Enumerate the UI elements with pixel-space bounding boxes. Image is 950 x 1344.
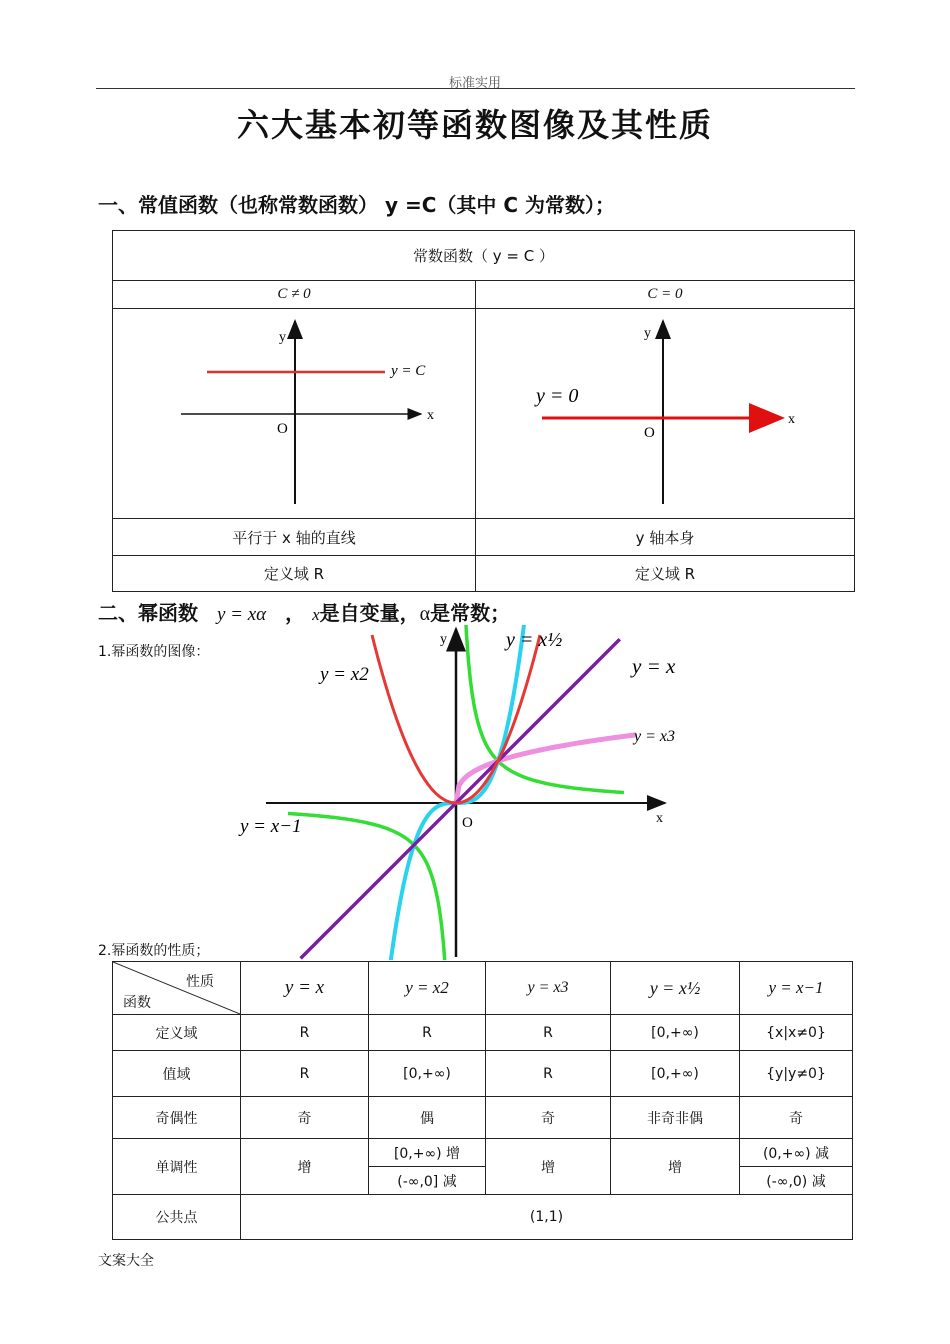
page-footer: 文案大全 bbox=[98, 1253, 154, 1269]
cell: 奇 bbox=[486, 1097, 611, 1139]
header-y-x-inv: y = x−1 bbox=[740, 962, 853, 1015]
corner-top-label: 性质 bbox=[186, 974, 214, 990]
constant-function-table bbox=[112, 230, 855, 592]
page-header: 标准实用 bbox=[448, 76, 501, 91]
graph-c-nonzero-cell bbox=[113, 309, 476, 519]
col-head-c-zero: C = 0 bbox=[476, 281, 855, 309]
x-label: x bbox=[788, 412, 795, 427]
cell: 奇 bbox=[241, 1097, 369, 1139]
cell: {x|x≠0} bbox=[740, 1015, 853, 1051]
row-name-parity: 奇偶性 bbox=[113, 1097, 241, 1139]
y-label: y bbox=[279, 330, 286, 345]
label-y-x-inv: y = x−1 bbox=[240, 816, 302, 837]
cell: [0,+∞) bbox=[611, 1015, 740, 1051]
y-label: y bbox=[644, 326, 651, 341]
sub-heading-props: 2.幂函数的性质； bbox=[98, 943, 210, 959]
power-properties-table bbox=[112, 961, 853, 1240]
section1-heading: 一、常值函数（也称常数函数） y =C（其中 C 为常数）； bbox=[98, 193, 616, 217]
power-function-graph bbox=[230, 625, 690, 960]
domain-c-nonzero: 定义域 R bbox=[113, 556, 476, 592]
cell: 增 bbox=[241, 1139, 369, 1195]
row-name-common-point: 公共点 bbox=[113, 1195, 241, 1240]
origin-label: O bbox=[644, 425, 655, 441]
graph-c-zero bbox=[476, 309, 854, 514]
desc-c-nonzero: 平行于 x 轴的直线 bbox=[113, 519, 476, 556]
cell: 增 bbox=[611, 1139, 740, 1195]
cell: (0,+∞) 减 bbox=[740, 1139, 853, 1167]
label-y-x-half: y = x½ bbox=[506, 629, 563, 651]
cell: R bbox=[241, 1015, 369, 1051]
graph-c-zero-cell bbox=[476, 309, 855, 519]
col-head-c-nonzero: C ≠ 0 bbox=[113, 281, 476, 309]
header-y-x: y = x bbox=[241, 962, 369, 1015]
table-title: 常数函数（ y = C ） bbox=[113, 231, 855, 281]
cell: R bbox=[486, 1051, 611, 1097]
corner-cell bbox=[113, 962, 241, 1015]
header-rule bbox=[96, 88, 855, 89]
heading-alpha: α bbox=[419, 603, 431, 625]
curve-y-x bbox=[301, 639, 620, 958]
heading-prefix: 二、幂函数 bbox=[98, 601, 198, 625]
cell: (-∞,0) 减 bbox=[740, 1167, 853, 1195]
graph-c-nonzero bbox=[113, 309, 475, 514]
cell: R bbox=[486, 1015, 611, 1051]
row-name-range: 值域 bbox=[113, 1051, 241, 1097]
heading-mid: 是自变量， bbox=[319, 601, 420, 625]
corner-bottom-label: 函数 bbox=[123, 995, 151, 1011]
origin-label: O bbox=[462, 815, 473, 831]
cell: [0,+∞) bbox=[611, 1051, 740, 1097]
heading-formula: y = xα bbox=[216, 604, 267, 625]
section2-heading bbox=[98, 597, 510, 626]
cell: [0,+∞) 增 bbox=[369, 1139, 486, 1167]
page-title: 六大基本初等函数图像及其性质 bbox=[236, 106, 713, 144]
cell: R bbox=[241, 1051, 369, 1097]
common-point-value: (1,1) bbox=[241, 1195, 853, 1240]
label-y-x-cube: y = x3 bbox=[634, 728, 675, 745]
row-name-domain: 定义域 bbox=[113, 1015, 241, 1051]
line-label: y = 0 bbox=[536, 385, 579, 407]
cell: (-∞,0] 减 bbox=[369, 1167, 486, 1195]
domain-c-zero: 定义域 R bbox=[476, 556, 855, 592]
cell: R bbox=[369, 1015, 486, 1051]
heading-end: 是常数； bbox=[430, 601, 511, 625]
sub-heading-graph: 1.幂函数的图像： bbox=[98, 644, 210, 660]
x-label: x bbox=[656, 811, 663, 826]
header-y-x-cube: y = x3 bbox=[486, 962, 611, 1015]
cell: 增 bbox=[486, 1139, 611, 1195]
x-label: x bbox=[427, 408, 434, 423]
header-y-x-half: y = x½ bbox=[611, 962, 740, 1015]
label-y-x-square: y = x2 bbox=[320, 664, 369, 685]
cell: 非奇非偶 bbox=[611, 1097, 740, 1139]
header-y-x-square: y = x2 bbox=[369, 962, 486, 1015]
line-label: y = C bbox=[391, 363, 426, 379]
cell: 奇 bbox=[740, 1097, 853, 1139]
origin-label: O bbox=[277, 421, 288, 437]
label-y-x: y = x bbox=[632, 654, 676, 678]
row-name-monotonic: 单调性 bbox=[113, 1139, 241, 1195]
cell: 偶 bbox=[369, 1097, 486, 1139]
heading-comma: ， bbox=[285, 601, 306, 625]
desc-c-zero: y 轴本身 bbox=[476, 519, 855, 556]
heading-var: x bbox=[312, 605, 320, 624]
cell: [0,+∞) bbox=[369, 1051, 486, 1097]
cell: {y|y≠0} bbox=[740, 1051, 853, 1097]
y-label: y bbox=[440, 632, 447, 647]
